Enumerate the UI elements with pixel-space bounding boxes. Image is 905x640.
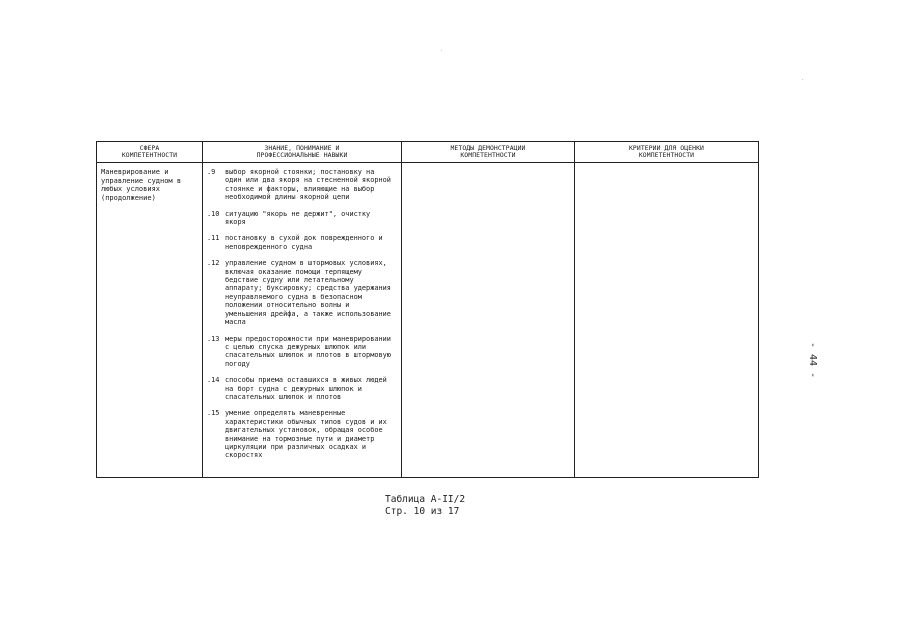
header-sphere xyxy=(97,142,203,163)
scan-speck xyxy=(802,79,803,80)
item-text: меры предосторожности при маневрировании с целью спуска дежурных шлюпок или спасательных шлюпок и плотов в штормовую погоду xyxy=(225,334,391,368)
list-item xyxy=(203,376,401,401)
table-header-row xyxy=(97,142,759,163)
knowledge-list xyxy=(203,163,401,460)
item-number: .10 xyxy=(207,209,220,218)
header-text-line: МЕТОДЫ ДЕМОНСТРАЦИИ xyxy=(450,143,526,152)
table-row xyxy=(97,163,759,478)
header-knowledge xyxy=(203,142,402,163)
list-item xyxy=(203,234,401,251)
item-number: .9 xyxy=(207,168,216,176)
header-text-line: ЗНАНИЕ, ПОНИМАНИЕ И xyxy=(264,143,340,152)
header-text-line: ПРОФЕССИОНАЛЬНЫЕ НАВЫКИ xyxy=(256,151,348,159)
header-methods xyxy=(402,142,575,163)
item-text: умение определять маневренные характеристики обычных типов судов и их двигательных установок, обращая особое внимание на тормозные пути и диаметр циркуляции при различных осадках и скоростях xyxy=(225,409,387,460)
competence-table xyxy=(96,141,759,478)
scan-speck xyxy=(441,50,442,51)
item-number: .12 xyxy=(207,259,220,268)
sphere-cell xyxy=(97,163,203,478)
knowledge-cell xyxy=(203,163,402,478)
side-page-number xyxy=(802,332,830,379)
list-item xyxy=(203,210,401,227)
list-item xyxy=(203,259,401,326)
header-text-line: КРИТЕРИИ ДЛЯ ОЦЕНКИ xyxy=(628,143,704,152)
sphere-text: Маневрирование и управление судном в любых условиях (продолжение) xyxy=(101,168,182,202)
side-page-number-text: - 44 - xyxy=(807,342,818,379)
item-number: .13 xyxy=(207,334,220,343)
item-number: .15 xyxy=(207,409,220,418)
table-caption xyxy=(385,494,465,518)
item-number: .11 xyxy=(207,234,220,243)
header-text-line: КОМПЕТЕНТНОСТИ xyxy=(638,151,695,159)
criteria-cell xyxy=(575,163,759,478)
item-text: способы приема оставшихся в живых людей на борт судна с дежурных шлюпок и спасательных шлюпок и плотов xyxy=(225,376,387,401)
item-number: .14 xyxy=(207,376,220,385)
list-item xyxy=(203,335,401,369)
item-text: постановку в сухой док поврежденного и неповрежденного судна xyxy=(225,234,383,251)
list-item xyxy=(203,168,401,202)
item-text: выбор якорной стоянки; постановку на один или два якоря на стесненной якорной стоянке и факторы, влияющие на выбор необходимой длины якорной цепи xyxy=(225,168,391,202)
header-text-line: КОМПЕТЕНТНОСТИ xyxy=(460,151,516,159)
caption-table-id: Таблица А-II/2 xyxy=(385,494,466,505)
header-text-line: СФЕРА xyxy=(139,143,160,152)
caption-page-count: Стр. 10 из 17 xyxy=(385,506,460,517)
item-text: управление судном в штормовых условиях, включая оказание помощи терпящему бедствие судну или летательному аппарату; буксировку; средства удержания неуправляемого судна в безопасном положении относительно волны и уменьшения дрейфа, а также использование масла xyxy=(225,259,391,327)
methods-cell xyxy=(402,163,575,478)
header-text-line: КОМПЕТЕНТНОСТИ xyxy=(121,151,178,159)
list-item xyxy=(203,409,401,459)
item-text: ситуацию "якорь не держит", очистку якоря xyxy=(225,209,371,227)
header-criteria xyxy=(575,142,759,163)
